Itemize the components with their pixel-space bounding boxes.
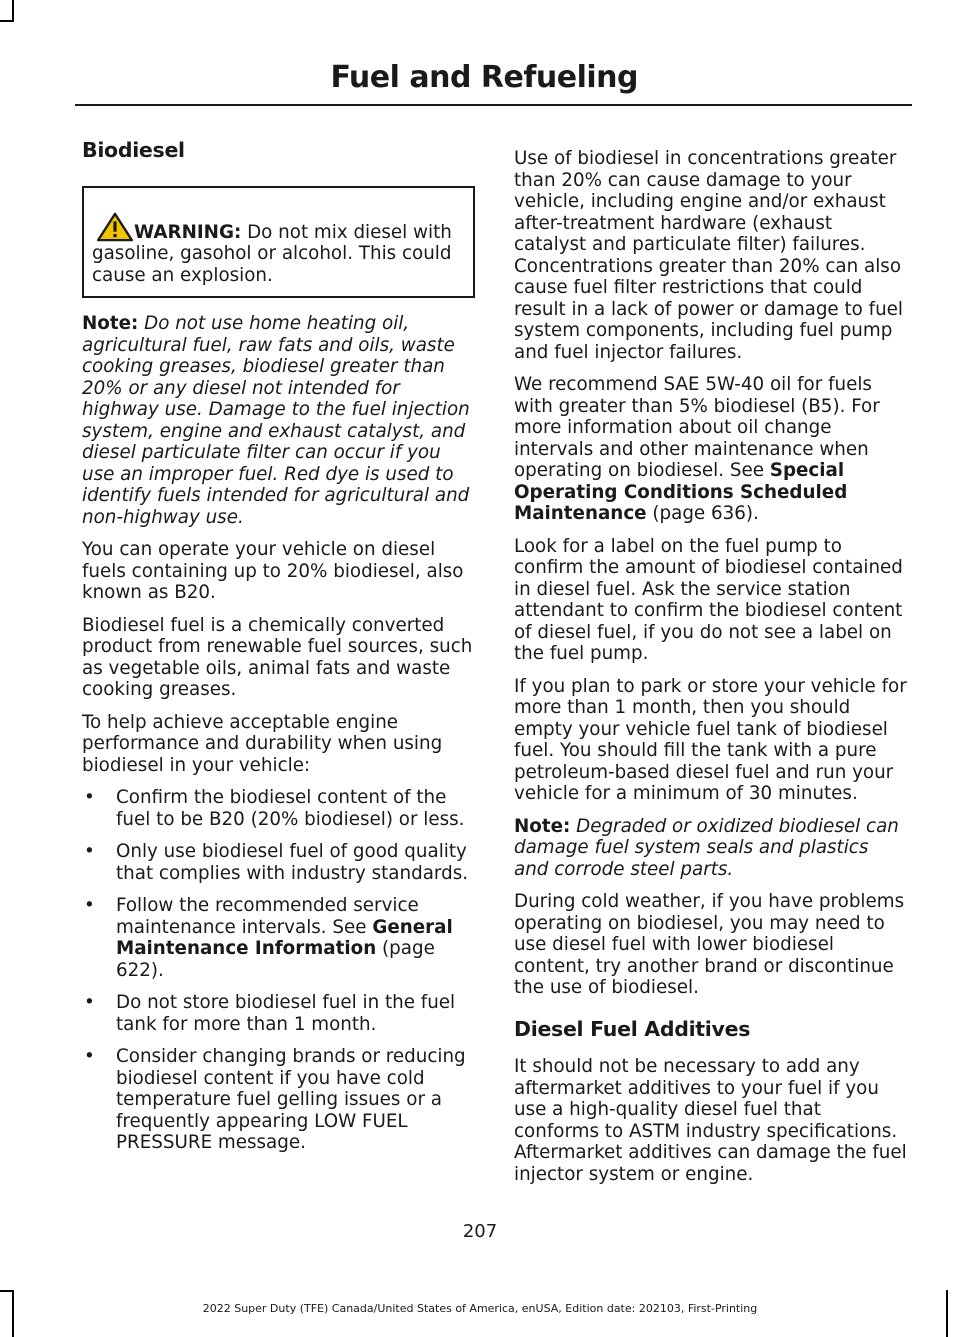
page-reference: (page 636). — [646, 503, 759, 524]
crop-mark — [0, 1290, 14, 1292]
warning-box — [82, 186, 475, 299]
right-column — [514, 148, 907, 1196]
note-paragraph — [514, 816, 907, 881]
paragraph: It should not be necessary to add any aftermarket additives to your fuel if you use a high-quality diesel fuel that conforms to ASTM industry specifications. Aftermarket additives can damage the fuel injector system or engine. — [514, 1056, 907, 1185]
list-item — [82, 895, 475, 981]
section-heading-diesel-fuel-additives: Diesel Fuel Additives — [514, 1016, 751, 1041]
section-heading-biodiesel: Biodiesel — [82, 138, 185, 162]
warning-label: WARNING: — [134, 221, 242, 243]
paragraph — [514, 374, 907, 525]
paragraph: Look for a label on the fuel pump to confirm the amount of biodiesel contained in diesel fuel. Ask the service station attendant to confirm the biodiesel content of diesel fuel, if you do not see a label on the fuel pump. — [514, 535, 903, 664]
bullet-list — [82, 787, 475, 1154]
note-paragraph — [82, 313, 475, 528]
page-footer: 2022 Super Duty (TFE) Canada/United States of America, enUSA, Edition date: 202103, First-Printing — [202, 1302, 758, 1315]
left-column — [82, 140, 475, 1165]
paragraph: Biodiesel fuel is a chemically converted product from renewable fuel sources, such as vegetable oils, animal fats and waste cooking greases. — [82, 614, 473, 700]
page-header-title: Fuel and Refueling — [330, 60, 638, 95]
note-text: Degraded or oxidized biodiesel can damage fuel system seals and plastics and corrode steel parts. — [514, 815, 899, 880]
list-item: • Do not store biodiesel fuel in the fuel tank for more than 1 month. — [82, 992, 475, 1035]
list-item: • Confirm the biodiesel content of the fuel to be B20 (20% biodiesel) or less. — [82, 787, 475, 830]
page-reference: (page 622). — [116, 938, 435, 981]
list-item: • Only use biodiesel fuel of good quality that complies with industry standards. — [82, 841, 475, 884]
crop-mark — [12, 0, 14, 22]
warning-triangle-icon — [96, 212, 134, 242]
crop-mark — [0, 20, 14, 22]
paragraph: During cold weather, if you have problems operating on biodiesel, you may need to use diesel fuel with lower biodiesel content, try another brand or discontinue the use of biodiesel. — [514, 891, 905, 998]
cross-reference-link[interactable]: General Maintenance Information — [116, 916, 453, 959]
page-number: 207 — [462, 1221, 498, 1242]
note-text: Do not use home heating oil, agricultural fuel, raw fats and oils, waste cooking greases, biodiesel greater than 20% or any diesel not intended for highway use. Damage to the fuel injection system, engine and exhaust catalyst, and diesel particulate filter can occur if you use an improper fuel. Red dye is used to identify fuels intended for agricultural and non-highway use. — [82, 313, 470, 528]
header-rule — [75, 104, 912, 106]
warning-text: Do not mix diesel with gasoline, gasohol or alcohol. This could cause an explosion. — [92, 221, 452, 286]
paragraph: You can operate your vehicle on diesel fuels containing up to 20% biodiesel, also known as B20. — [82, 539, 464, 603]
paragraph: To help achieve acceptable engine performance and durability when using biodiesel in your vehicle: — [82, 711, 443, 776]
note-label: Note: — [514, 815, 571, 837]
paragraph-text: We recommend SAE 5W-40 oil for fuels with greater than 5% biodiesel (B5). For more information about oil change intervals and other maintenance when operating on biodiesel. See — [514, 374, 880, 481]
note-label: Note: — [82, 313, 139, 334]
cross-reference-link[interactable]: Special Operating Conditions Scheduled Maintenance — [514, 460, 848, 524]
paragraph: Use of biodiesel in concentrations greater than 20% can cause damage to your vehicle, including engine and/or exhaust after-treatment hardware (exhaust catalyst and particulate filter) failures. Concentrations greater than 20% can also cause fuel filter restrictions that could result in a lack of power or damage to fuel system components, including fuel pump and fuel injector failures. — [514, 148, 904, 363]
paragraph: If you plan to park or store your vehicle for more than 1 month, then you should empty your vehicle fuel tank of biodiesel fuel. You should fill the tank with a pure petroleum-based diesel fuel and run your vehicle for a minimum of 30 minutes. — [514, 675, 907, 804]
list-item-text: Follow the recommended service maintenance intervals. See — [116, 895, 419, 938]
list-item: • Consider changing brands or reducing biodiesel content if you have cold temperature fuel gelling issues or a frequently appearing LOW FUEL PRESSURE message. — [82, 1046, 475, 1154]
